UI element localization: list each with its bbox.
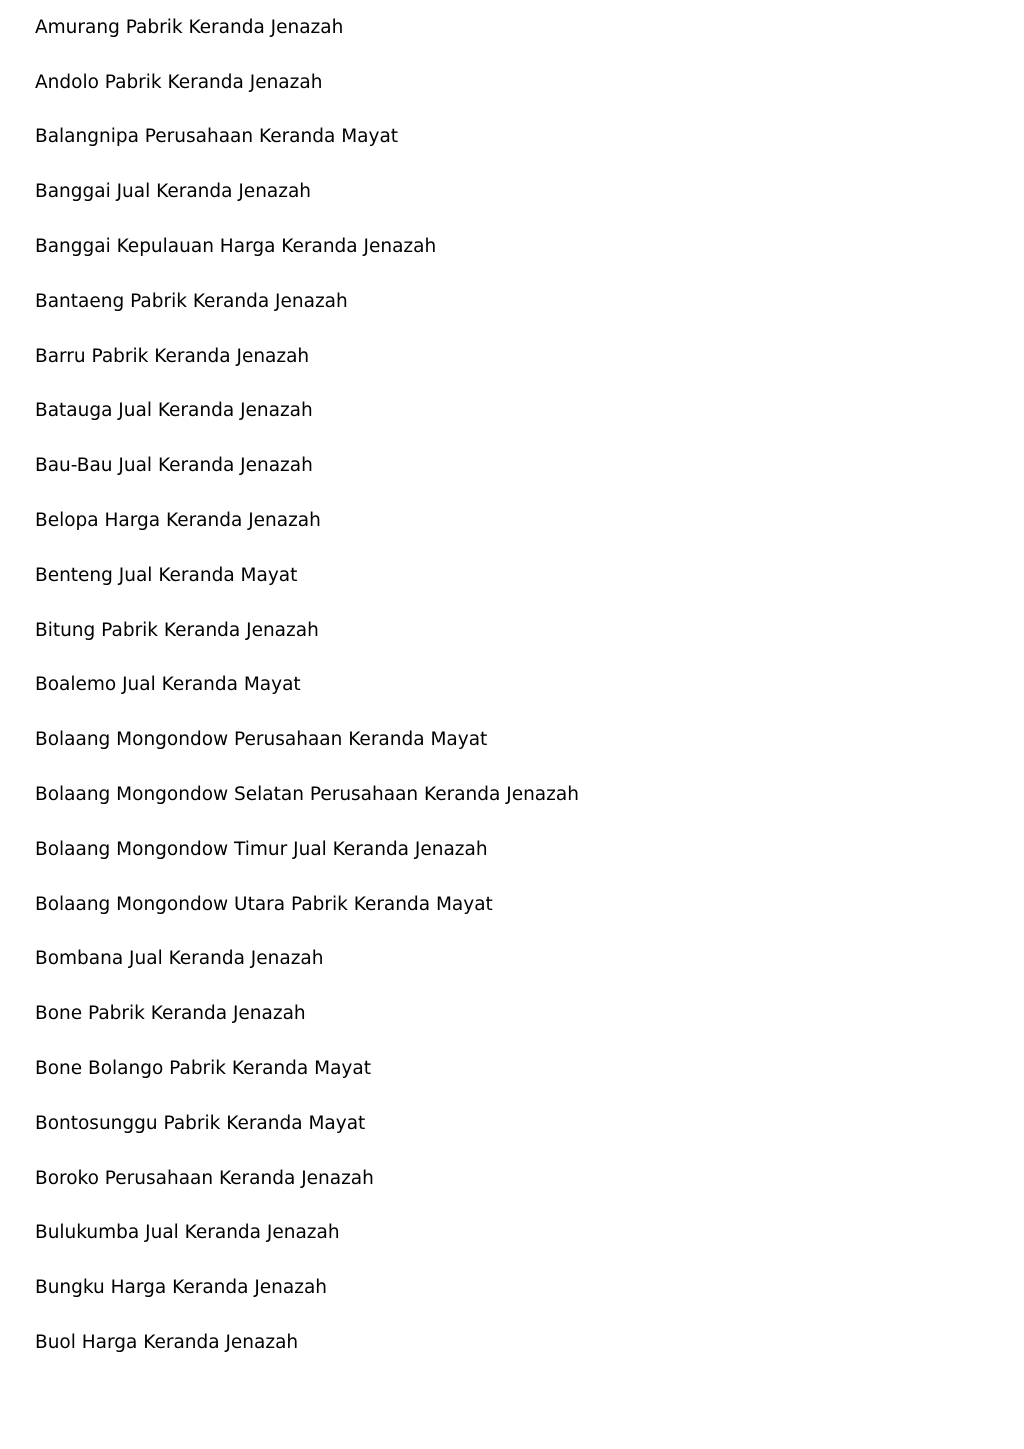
list-item: Bolaang Mongondow Utara Pabrik Keranda Mayat: [35, 893, 493, 915]
list-item: Bulukumba Jual Keranda Jenazah: [35, 1222, 340, 1244]
list-item: Benteng Jual Keranda Mayat: [35, 564, 298, 586]
list-item: Bolaang Mongondow Timur Jual Keranda Jenazah: [35, 838, 488, 860]
list-item: Belopa Harga Keranda Jenazah: [35, 510, 321, 532]
list-item: Bungku Harga Keranda Jenazah: [35, 1277, 328, 1299]
list-item: Bontosunggu Pabrik Keranda Mayat: [35, 1112, 366, 1134]
list-item: Bantaeng Pabrik Keranda Jenazah: [35, 290, 348, 312]
list-item: Bau-Bau Jual Keranda Jenazah: [35, 455, 313, 477]
list-item: Bombana Jual Keranda Jenazah: [35, 948, 324, 970]
list-item: Buol Harga Keranda Jenazah: [35, 1332, 299, 1354]
list-item: Bitung Pabrik Keranda Jenazah: [35, 619, 319, 641]
list-item: Bone Pabrik Keranda Jenazah: [35, 1003, 306, 1025]
list-item: Bolaang Mongondow Selatan Perusahaan Keranda Jenazah: [35, 784, 579, 806]
list-item: Banggai Kepulauan Harga Keranda Jenazah: [35, 236, 437, 258]
list-item: Amurang Pabrik Keranda Jenazah: [35, 16, 344, 38]
list-item: Bone Bolango Pabrik Keranda Mayat: [35, 1058, 371, 1080]
list-item: Andolo Pabrik Keranda Jenazah: [35, 71, 323, 93]
list-item: Batauga Jual Keranda Jenazah: [35, 400, 313, 422]
list-item: Balangnipa Perusahaan Keranda Mayat: [35, 126, 399, 148]
list-item: Barru Pabrik Keranda Jenazah: [35, 345, 310, 367]
list-item: Banggai Jual Keranda Jenazah: [35, 181, 312, 203]
location-list: [35, 0, 579, 1370]
list-item: Boalemo Jual Keranda Mayat: [35, 674, 301, 696]
list-item: Boroko Perusahaan Keranda Jenazah: [35, 1167, 374, 1189]
list-item: Bolaang Mongondow Perusahaan Keranda Mayat: [35, 729, 488, 751]
